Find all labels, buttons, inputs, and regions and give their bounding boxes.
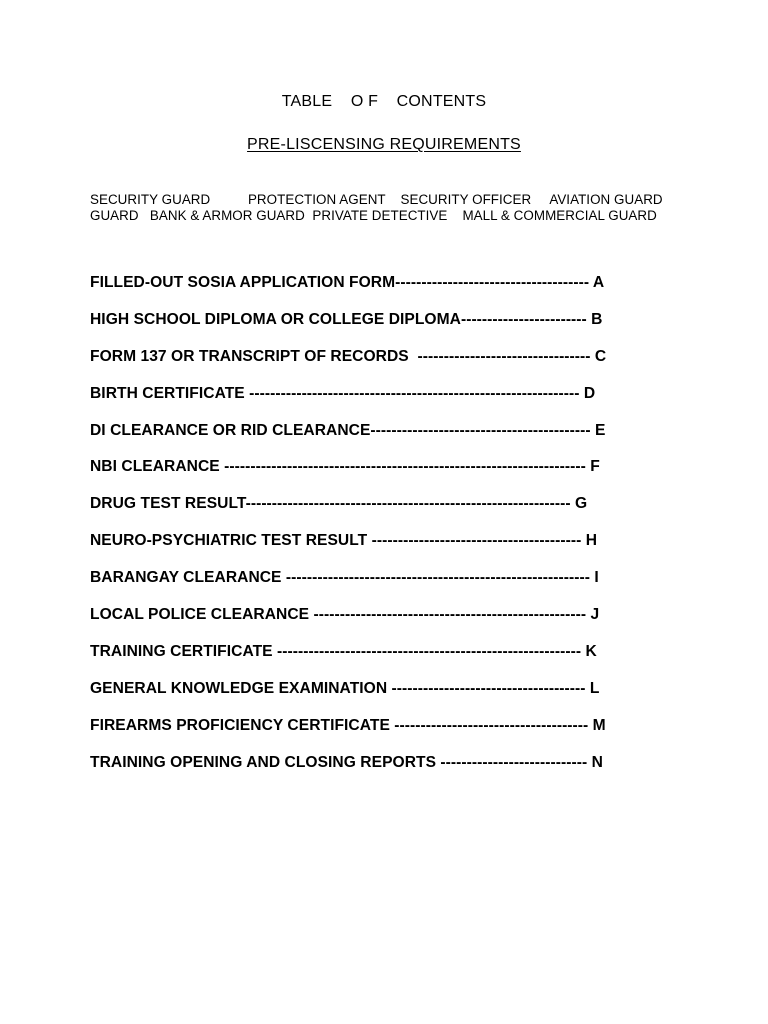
requirement-item: BIRTH CERTIFICATE --------------------------------------------------------------- D bbox=[90, 384, 596, 402]
license-categories-line-1: SECURITY GUARD PROTECTION AGENT SECURITY OFFICER AVIATION GUARD bbox=[90, 192, 663, 207]
requirement-item: FIREARMS PROFICIENCY CERTIFICATE ------------------------------------- M bbox=[90, 716, 606, 734]
requirement-item: LOCAL POLICE CLEARANCE ---------------------------------------------------- J bbox=[90, 606, 600, 624]
requirement-item: TRAINING CERTIFICATE ---------------------------------------------------------- K bbox=[90, 642, 597, 660]
requirement-item: DRUG TEST RESULT-------------------------------------------------------------- G bbox=[90, 495, 588, 513]
requirements-list bbox=[90, 273, 680, 789]
page-title: TABLE O F CONTENTS bbox=[281, 93, 487, 110]
page-subtitle: PRE-LISCENSING REQUIREMENTS bbox=[247, 136, 521, 153]
requirement-item: HIGH SCHOOL DIPLOMA OR COLLEGE DIPLOMA------------------------ B bbox=[90, 310, 603, 328]
requirement-item: NEURO-PSYCHIATRIC TEST RESULT ---------------------------------------- H bbox=[90, 532, 598, 550]
requirement-item: FORM 137 OR TRANSCRIPT OF RECORDS --------------------------------- C bbox=[90, 347, 607, 365]
requirement-item: GENERAL KNOWLEDGE EXAMINATION ------------------------------------- L bbox=[90, 679, 600, 697]
license-categories-line-2: GUARD BANK & ARMOR GUARD PRIVATE DETECTIVE MALL & COMMERCIAL GUARD bbox=[90, 208, 657, 223]
requirement-item: FILLED-OUT SOSIA APPLICATION FORM------------------------------------- A bbox=[90, 274, 605, 291]
requirement-item: TRAINING OPENING AND CLOSING REPORTS ---------------------------- N bbox=[90, 753, 603, 771]
requirement-item: DI CLEARANCE OR RID CLEARANCE------------------------------------------ E bbox=[90, 421, 606, 439]
requirement-item: NBI CLEARANCE --------------------------------------------------------------------- F bbox=[90, 458, 600, 476]
requirement-item: BARANGAY CLEARANCE ---------------------------------------------------------- I bbox=[90, 569, 599, 587]
